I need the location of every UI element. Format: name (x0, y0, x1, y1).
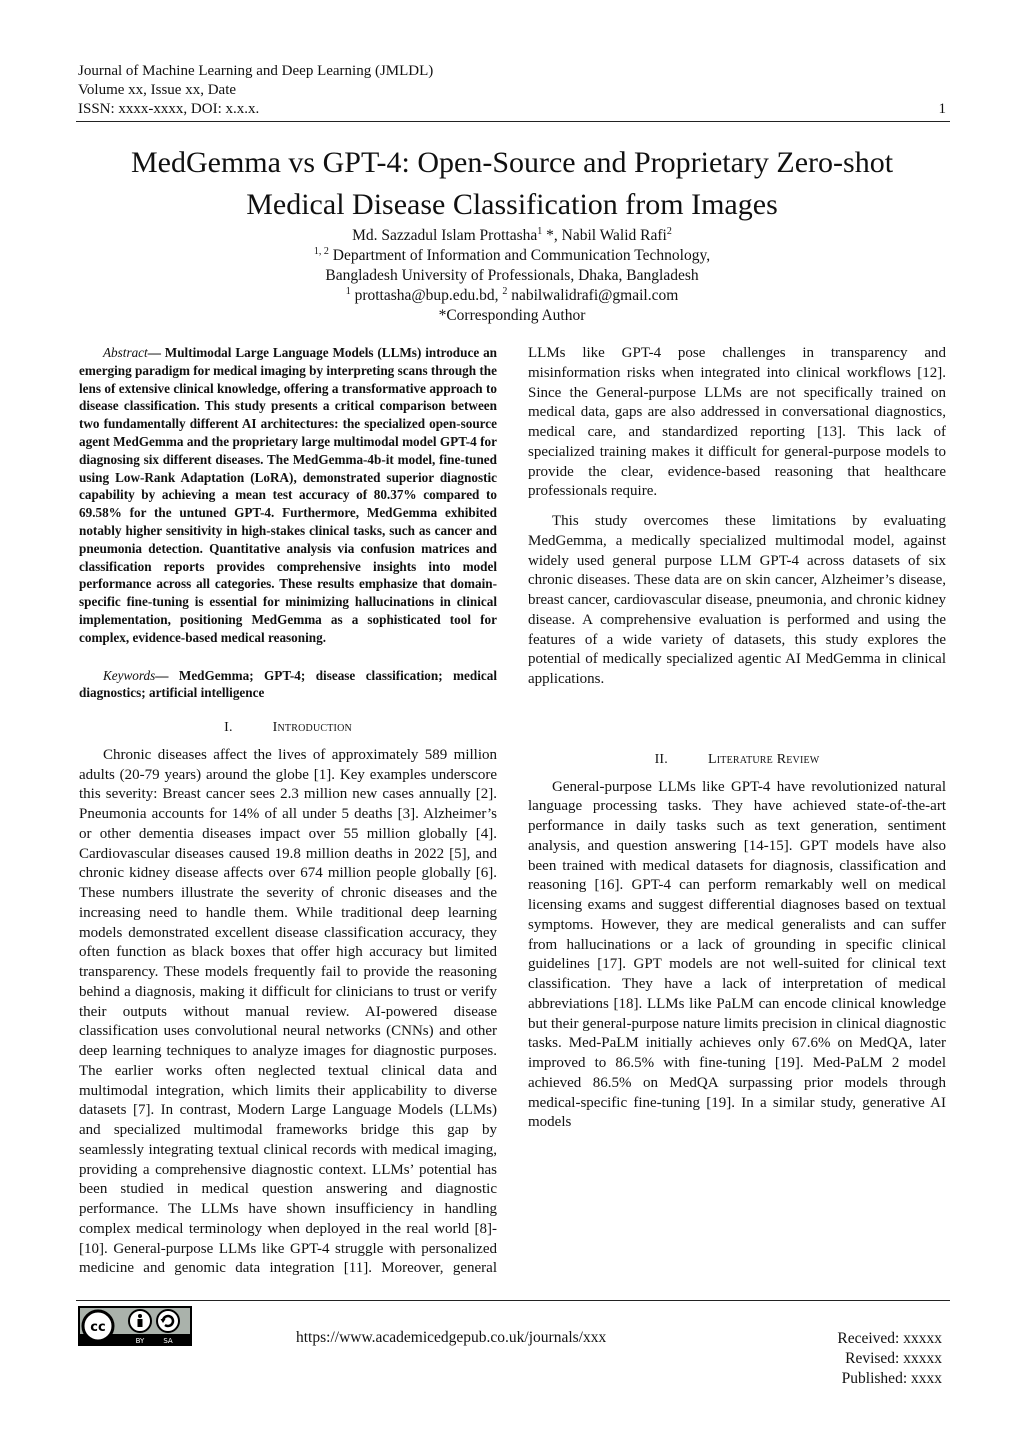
section-number: I. (224, 720, 233, 736)
author-1: Md. Sazzadul Islam Prottasha (352, 227, 538, 244)
section-title: Introduction (272, 720, 352, 736)
keywords (79, 667, 497, 703)
author-1-star: *, (542, 227, 562, 244)
intro-paragraph-1-continued: LLMs like GPT-4 pose challenges in transparency and misinformation risks when integrated into clinical workflows [12]. Since the General-purpose LLMs are not specifically trained on medical data, gaps are also addressed in conversational diagnostics, medical care, and standardized reporting [13]. This lack of specialized training makes it difficult for general-purpose models to provide the clear, evidence-based reasoning that healthcare professionals require. (528, 345, 946, 500)
license-sa-text: SA (163, 1337, 173, 1345)
email-line (80, 286, 944, 306)
section-heading-literature-review (528, 750, 946, 770)
abstract-text: — Multimodal Large Language Models (LLMs) introduce an emerging paradigm for medical imaging by interpreting scans through the lens of extensive clinical knowledge, offering a transformative approach to disease classification. This study presents a critical comparison between two fundamentally different AI architectures: the specialized open-source agent MedGemma and the proprietary large multimodal model GPT-4 for diagnosing six different diseases. The MedGemma-4b-it model, fine-tuned using Low-Rank Adaptation (LoRA), demonstrated superior diagnostic capability by achieving a mean test accuracy of 80.37% compared to 69.58% for the untuned GPT-4. Furthermore, MedGemma exhibited notably higher sensitivity in high-stakes clinical tasks, such as cancer and pneumonia detection. Quantitative analysis via confusion matrices and classification reports provides comprehensive insights into model performance across all categories. These results emphasize that domain-specific fine-tuning is essential for minimizing hallucinations in clinical implementation, positioning MedGemma as a sophisticated tool for complex, evidence-based medical reasoning. (79, 345, 497, 645)
author-block (80, 226, 944, 326)
author-names (80, 226, 944, 246)
author-2: Nabil Walid Rafi (561, 227, 667, 244)
affiliation-dept: Department of Information and Communication Technology, (328, 247, 711, 264)
intro-paragraph-2: This study overcomes these limitations by evaluating MedGemma, a medically specialized multimodal model, against widely used general purpose LLM GPT-4 across datasets of six chronic diseases. These data are on skin cancer, Alzheimer’s disease, breast cancer, cardiovascular disease, pneumonia, and chronic kidney disease. A comprehensive evaluation is performed and using the features of a wide variety of datasets, this study explores the potential of medically specialized agentic AI MedGemma in clinical applications. (528, 513, 946, 687)
abstract (79, 344, 497, 647)
paper-title (80, 142, 944, 226)
author-2-sup: 2 (666, 225, 672, 237)
affiliation-sup: 1, 2 (313, 245, 329, 257)
page-number: 1 (938, 101, 946, 117)
journal-issn: ISSN: xxxx-xxxx, DOI: x.x.x. (78, 101, 260, 117)
author-1-sup: 1 (537, 225, 543, 237)
cc-by-sa-license-icon (78, 1306, 192, 1346)
email-1: prottasha@bup.edu.bd, (350, 287, 503, 304)
section-title: Literature Review (708, 751, 820, 767)
intro-paragraph-1: Chronic diseases affect the lives of approximately 589 million adults (20-79 years) around the globe [1]. Key examples underscore this severity: Breast cancer sees 2.3 million new cases annually [2]. Pneumonia accounts for 14% of all under 5 deaths [3]. Alzheimer’s or other dementia diseases impact over 55 million globally [4]. Cardiovascular diseases caused 19.8 million deaths in 2022 [5], and chronic kidney disease affects over 674 million people globally [6]. These numbers illustrate the severity of chronic diseases and the increasing need to handle them. While traditional deep learning models demonstrated excellent disease classification accuracy, they often function as black boxes that offer high accuracy but limited transparency. These models frequently fail to provide the reasoning behind a diagnosis, making it difficult for clinicians to trust or verify their outputs without manual review. AI-powered disease classification uses convolutional neural networks (CNNs) and other deep learning techniques to analyze images for diagnostic purposes. The earlier works often neglected textual clinical data and multimodal integration, which limits their applicability to diverse datasets [7]. In contrast, Modern Large Language Models (LLMs) and specialized multimodal frameworks bridge this gap by seamlessly integrating textual clinical records with medical imaging, providing a comprehensive diagnostic context. LLMs’ potential has been studied in medical question answering and diagnostic performance. The LLMs have shown insufficiency in handling complex medical terminology when deployed in the real world [8]-[10]. General-purpose LLMs like GPT-4 struggle with personalized medicine and genomic data integration [11]. Moreover, general (79, 746, 497, 1277)
keywords-label: Keywords (103, 667, 156, 683)
corresponding-author: *Corresponding Author (438, 307, 586, 324)
header-rule (76, 121, 950, 122)
journal-name: Journal of Machine Learning and Deep Learning (JMLDL) (78, 63, 434, 79)
email-2-sup: 2 (502, 285, 508, 297)
received-date: Received: xxxxx (837, 1330, 942, 1347)
abstract-label: Abstract (103, 345, 148, 360)
publication-dates (837, 1329, 942, 1389)
right-column (528, 344, 946, 1133)
paragraph-gap (528, 502, 946, 512)
email-2: nabilwalidrafi@gmail.com (507, 287, 679, 304)
section-gap (528, 690, 946, 734)
left-column (79, 344, 497, 1279)
literature-paragraph-1: General-purpose LLMs like GPT-4 have revolutionized natural language processing tasks. They have achieved state-of-the-art performance in daily tasks such as text generation, sentiment analysis, and question answering [14-15]. GPT models have also been trained with medical datasets for diagnosis, classification and reasoning [16]. GPT-4 can perform remarkably well on medical licensing exams and suggest differential diagnoses based on textual symptoms. However, they are medical generalists and can suffer from hallucinations or a lack of grounding in specific clinical guidelines [17]. GPT models are not well-suited for clinical text classification. They have a lack of interpretation of medical abbreviations [18]. LLMs like PaLM can encode clinical knowledge but their general-purpose nature limits precision in clinical diagnostic tasks. Med-PaLM initially achieves only 67.6% on MedQA, later improved to 86.5% with fine-tuning [19]. Med-PaLM 2 model achieved 86.5% on MedQA surpassing prior models through medical-specific fine-tuning [19]. In a similar study, generative AI models (528, 778, 946, 1131)
running-header (78, 62, 433, 119)
title-line-1: MedGemma vs GPT-4: Open-Source and Proprietary Zero-shot (130, 146, 894, 179)
journal-url-link[interactable]: https://www.academicedgepub.co.uk/journals/xxx (296, 1329, 607, 1346)
section-heading-introduction (79, 718, 497, 738)
keywords-text: — MedGemma; GPT-4; disease classification; medical diagnostics; artificial intelligence (79, 667, 497, 701)
revised-date: Revised: xxxxx (845, 1350, 942, 1367)
title-line-2: Medical Disease Classification from Images (246, 188, 778, 221)
license-by-text: BY (135, 1337, 145, 1345)
footer-rule (76, 1300, 950, 1301)
svg-text:cc: cc (90, 1320, 106, 1335)
journal-volume: Volume xx, Issue xx, Date (78, 82, 237, 98)
section-number: II. (654, 751, 668, 767)
affiliation-line-2: Bangladesh University of Professionals, Dhaka, Bangladesh (325, 267, 699, 284)
affiliation-line-1 (80, 246, 944, 266)
published-date: Published: xxxx (841, 1370, 942, 1387)
email-1-sup: 1 (345, 285, 351, 297)
